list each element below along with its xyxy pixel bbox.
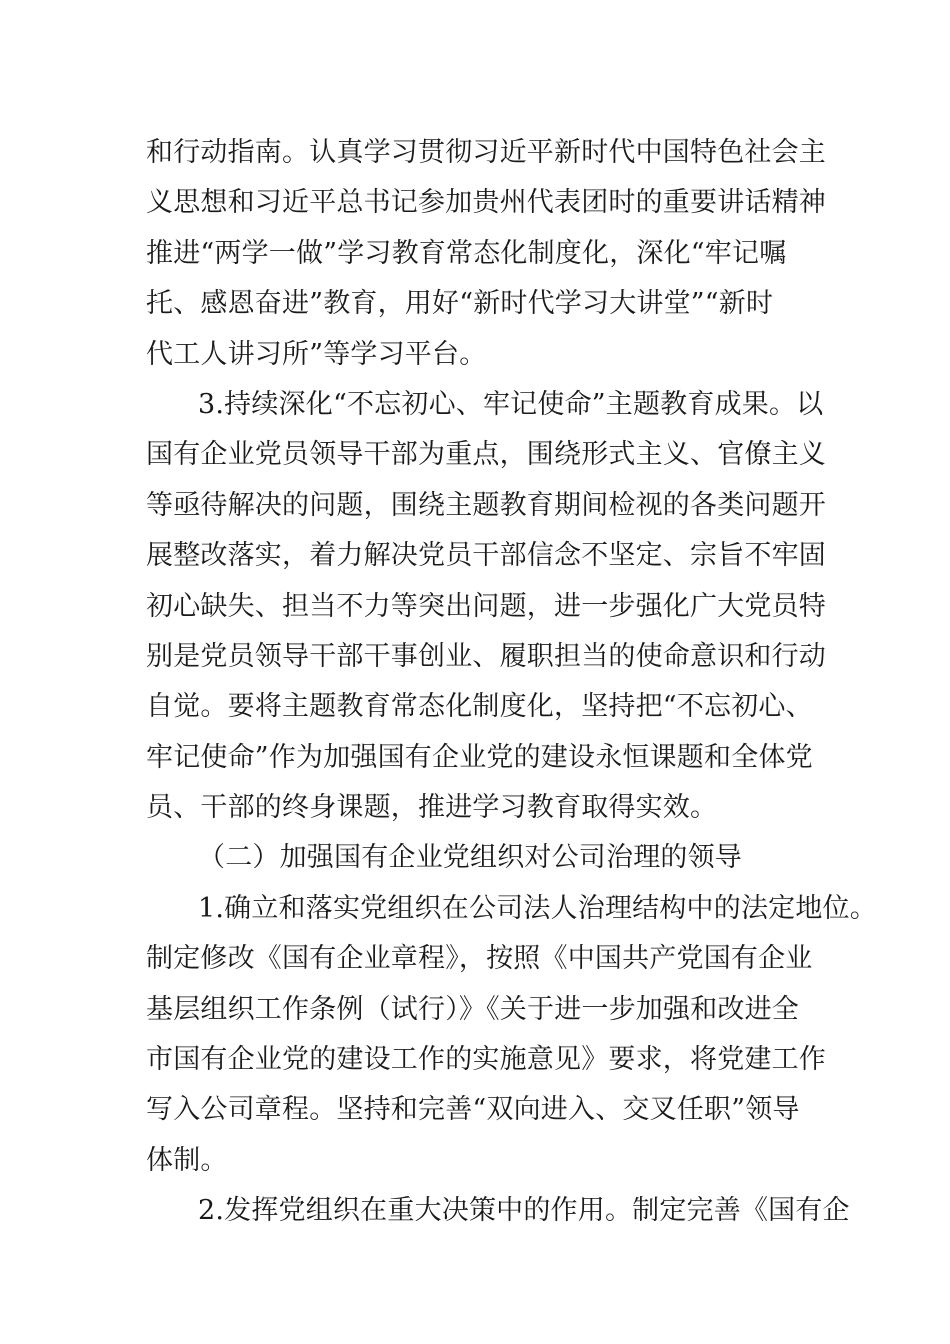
text-line: 义思想和习近平总书记参加贵州代表团时的重要讲话精神 bbox=[146, 187, 826, 219]
section-heading: （二）加强国有企业党组织对公司治理的领导 bbox=[198, 842, 742, 874]
text-line: 写入公司章程。坚持和完善“双向进入、交叉任职”领导 bbox=[146, 1094, 800, 1126]
text-line: 牢记使命”作为加强国有企业党的建设永恒课题和全体党 bbox=[146, 741, 813, 773]
text-line: 员、干部的终身课题，推进学习教育取得实效。 bbox=[146, 792, 718, 824]
text-line: 代工人讲习所”等学习平台。 bbox=[146, 338, 487, 370]
document-body bbox=[146, 128, 877, 1237]
text-line: 自觉。要将主题教育常态化制度化，坚持把“不忘初心、 bbox=[146, 691, 813, 723]
text-line: 初心缺失、担当不力等突出问题，进一步强化广大党员特 bbox=[146, 590, 826, 622]
text-line: 国有企业党员领导干部为重点，围绕形式主义、官僚主义 bbox=[146, 439, 826, 471]
text-line: 等亟待解决的问题，围绕主题教育期间检视的各类问题开 bbox=[146, 489, 826, 521]
text-line: 推进“两学一做”学习教育常态化制度化，深化“牢记嘱 bbox=[146, 237, 787, 269]
paragraph-start-line: 3.持续深化“不忘初心、牢记使命”主题教育成果。以 bbox=[198, 388, 824, 420]
paragraph-start-line: 1.确立和落实党组织在公司法人治理结构中的法定地位。 bbox=[198, 892, 877, 924]
paragraph-start-line: 2.发挥党组织在重大决策中的作用。制定完善《国有企 bbox=[198, 1195, 850, 1227]
text-line: 托、感恩奋进”教育，用好“新时代学习大讲堂”“新时 bbox=[146, 288, 774, 320]
text-line: 体制。 bbox=[146, 1144, 228, 1176]
text-line: 和行动指南。认真学习贯彻习近平新时代中国特色社会主 bbox=[146, 137, 826, 168]
text-line: 市国有企业党的建设工作的实施意见》要求，将党建工作 bbox=[146, 1044, 826, 1076]
text-line: 别是党员领导干部干事创业、履职担当的使命意识和行动 bbox=[146, 640, 826, 672]
text-line: 基层组织工作条例（试行）》《关于进一步加强和改进全 bbox=[146, 993, 799, 1025]
text-line: 展整改落实，着力解决党员干部信念不坚定、宗旨不牢固 bbox=[146, 540, 826, 572]
text-line: 制定修改《国有企业章程》，按照《中国共产党国有企业 bbox=[146, 943, 813, 975]
